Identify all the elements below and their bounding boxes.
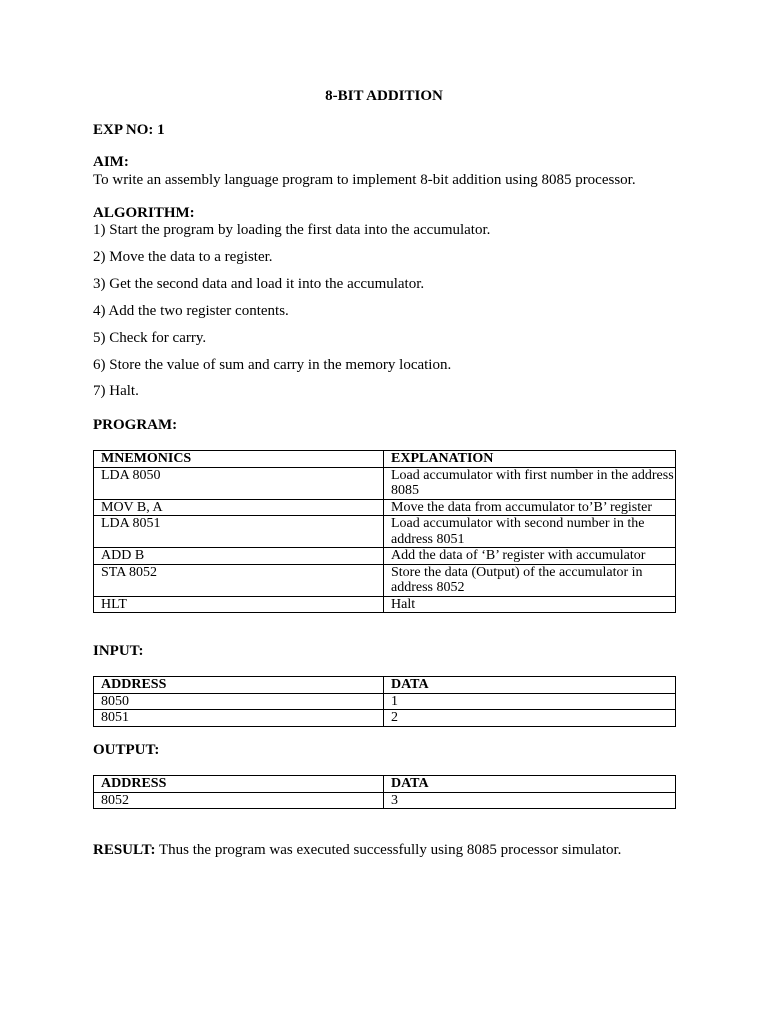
table-row (94, 516, 676, 548)
mnemonic-cell: LDA 8050 (94, 467, 384, 499)
explanation-cell: Halt (384, 596, 676, 613)
table-header-row (94, 451, 676, 468)
table-row (94, 499, 676, 516)
table-row (94, 596, 676, 613)
output-table (93, 775, 676, 809)
address-cell: 8050 (94, 693, 384, 710)
data-cell: 2 (384, 710, 676, 727)
table-row (94, 693, 676, 710)
algorithm-step: 7) Halt. (93, 383, 139, 399)
explanation-cell: Add the data of ‘B’ register with accumulator (384, 548, 676, 565)
result-text: Thus the program was executed successfully using 8085 processor simulator. (155, 842, 622, 858)
column-header-address: ADDRESS (94, 776, 384, 793)
algorithm-heading: ALGORITHM: (93, 205, 195, 221)
input-heading: INPUT: (93, 643, 144, 659)
explanation-cell: Store the data (Output) of the accumulator in address 8052 (384, 564, 676, 596)
data-cell: 1 (384, 693, 676, 710)
aim-heading: AIM: (93, 154, 129, 170)
column-header-mnemonics: MNEMONICS (94, 451, 384, 468)
table-row (94, 467, 676, 499)
result-line (93, 841, 621, 859)
algorithm-step: 4) Add the two register contents. (93, 303, 289, 319)
address-cell: 8052 (94, 792, 384, 809)
output-heading: OUTPUT: (93, 742, 160, 758)
data-cell: 3 (384, 792, 676, 809)
program-table (93, 450, 676, 613)
column-header-explanation: EXPLANATION (384, 451, 676, 468)
table-row (94, 548, 676, 565)
explanation-cell: Load accumulator with first number in the address 8085 (384, 467, 676, 499)
explanation-cell: Move the data from accumulator to’B’ register (384, 499, 676, 516)
address-cell: 8051 (94, 710, 384, 727)
mnemonic-cell: MOV B, A (94, 499, 384, 516)
aim-text: To write an assembly language program to implement 8-bit addition using 8085 processor. (93, 172, 636, 188)
table-row (94, 792, 676, 809)
program-heading: PROGRAM: (93, 417, 178, 433)
experiment-number: EXP NO: 1 (93, 122, 165, 138)
explanation-cell: Load accumulator with second number in the address 8051 (384, 516, 676, 548)
mnemonic-cell: ADD B (94, 548, 384, 565)
algorithm-step: 5) Check for carry. (93, 330, 207, 346)
table-row (94, 564, 676, 596)
page-title: 8-BIT ADDITION (325, 88, 443, 104)
mnemonic-cell: STA 8052 (94, 564, 384, 596)
mnemonic-cell: LDA 8051 (94, 516, 384, 548)
algorithm-step: 3) Get the second data and load it into the accumulator. (93, 276, 425, 292)
algorithm-step: 2) Move the data to a register. (93, 249, 273, 265)
mnemonic-cell: HLT (94, 596, 384, 613)
table-row (94, 710, 676, 727)
algorithm-step: 6) Store the value of sum and carry in the memory location. (93, 357, 452, 373)
algorithm-step: 1) Start the program by loading the first data into the accumulator. (93, 222, 491, 238)
column-header-data: DATA (384, 677, 676, 694)
table-header-row (94, 776, 676, 793)
table-header-row (94, 677, 676, 694)
column-header-address: ADDRESS (94, 677, 384, 694)
column-header-data: DATA (384, 776, 676, 793)
result-label: RESULT: (93, 842, 156, 858)
input-table (93, 676, 676, 727)
